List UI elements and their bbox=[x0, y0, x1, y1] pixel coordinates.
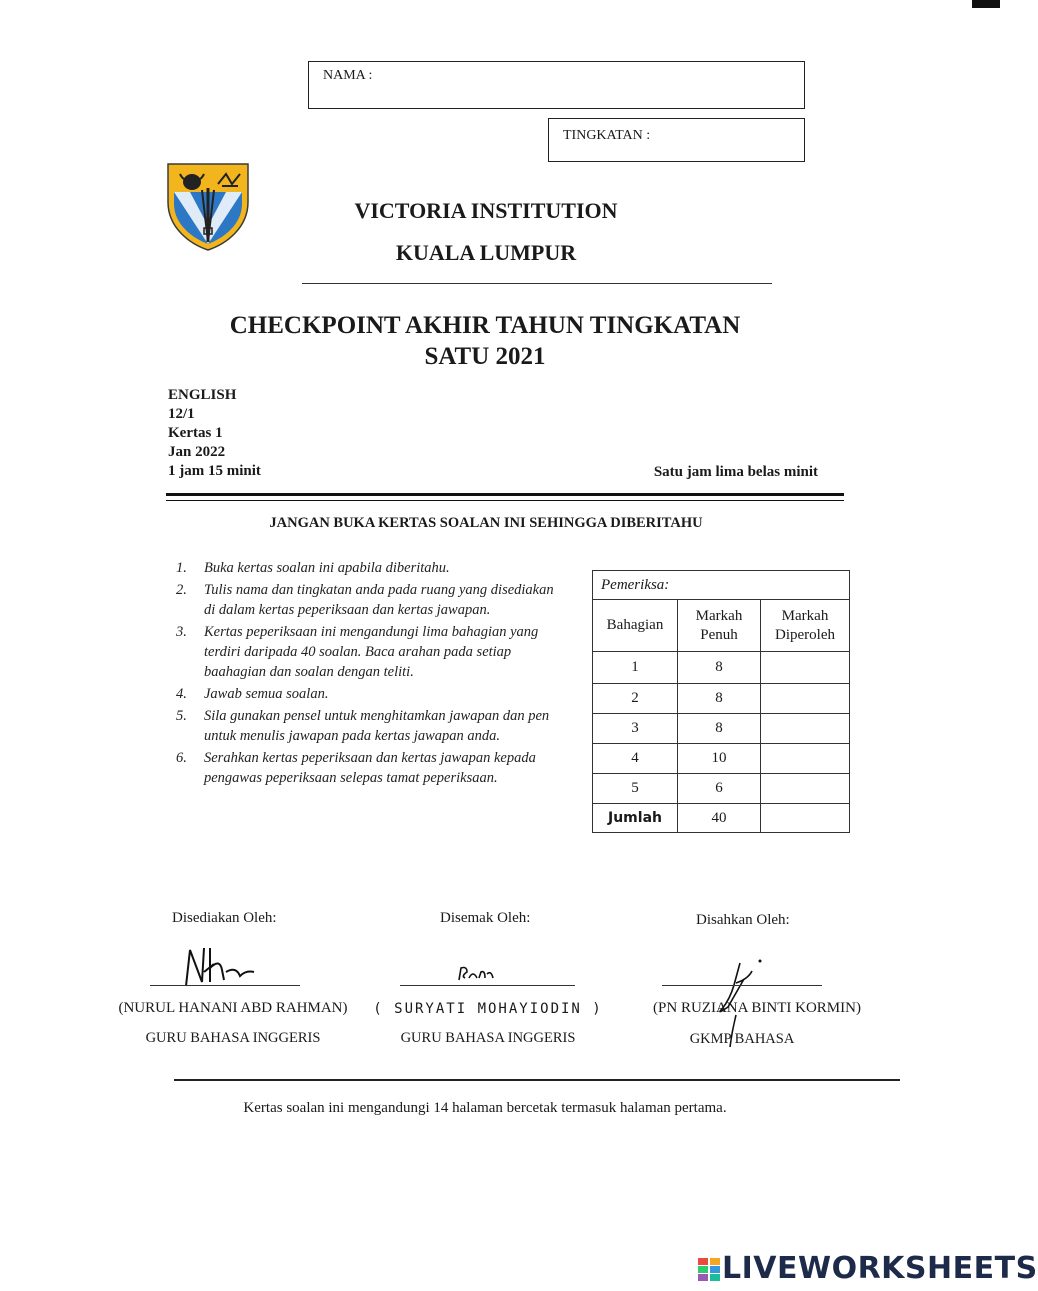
exam-duration-words: Satu jam lima belas minit bbox=[653, 464, 818, 480]
page-count-note: Kertas soalan ini mengandungi 14 halaman bercetak termasuk halaman pertama. bbox=[243, 1100, 727, 1116]
instruction-text: Jawab semua soalan. bbox=[204, 686, 329, 702]
liveworksheets-icon bbox=[698, 1258, 720, 1282]
exam-meta bbox=[168, 386, 368, 481]
marks-row bbox=[593, 744, 850, 774]
meta-divider-thin bbox=[166, 500, 844, 501]
instruction-item bbox=[176, 748, 556, 788]
instruction-text: Tulis nama dan tingkatan anda pada ruang yang disediakan di dalam kertas peperiksaan dan kertas jawapan. bbox=[204, 582, 554, 618]
sig-label-prepared: Disediakan Oleh: bbox=[172, 910, 277, 926]
markah-diperoleh-cell[interactable] bbox=[761, 652, 850, 684]
instruction-item bbox=[176, 580, 556, 620]
instruction-number: 2. bbox=[176, 582, 187, 598]
markah-diperoleh-cell[interactable] bbox=[761, 714, 850, 744]
instruction-number: 1. bbox=[176, 560, 187, 576]
sig-name-checked: ( SURYATI MOHAYIODIN ) bbox=[373, 1001, 603, 1017]
markah-penuh-cell: 8 bbox=[678, 652, 761, 684]
paper-number: Kertas 1 bbox=[168, 425, 223, 441]
instruction-number: 3. bbox=[176, 624, 187, 640]
signature-line-approved bbox=[662, 985, 822, 986]
name-label: NAMA : bbox=[323, 68, 373, 83]
marks-row bbox=[593, 774, 850, 804]
name-field[interactable] bbox=[308, 61, 805, 109]
school-name: VICTORIA INSTITUTION bbox=[354, 198, 618, 223]
exam-duration: 1 jam 15 minit bbox=[168, 463, 261, 479]
markah-penuh-cell: 8 bbox=[678, 714, 761, 744]
signature-prepared bbox=[180, 942, 260, 990]
marks-table-caption: Pemeriksa: bbox=[593, 571, 850, 600]
instruction-number: 5. bbox=[176, 708, 187, 724]
signature-checked bbox=[455, 962, 505, 984]
bahagian-cell: 4 bbox=[593, 744, 678, 774]
total-value: 40 bbox=[678, 804, 761, 833]
meta-divider bbox=[166, 493, 844, 496]
class-field[interactable] bbox=[548, 118, 805, 162]
signature-line-prepared bbox=[150, 985, 300, 986]
markah-penuh-cell: 6 bbox=[678, 774, 761, 804]
bahagian-cell: 1 bbox=[593, 652, 678, 684]
exam-title-year: SATU 2021 bbox=[424, 343, 546, 370]
subject: ENGLISH bbox=[168, 387, 237, 403]
marks-row bbox=[593, 652, 850, 684]
school-city: KUALA LUMPUR bbox=[395, 240, 577, 265]
bahagian-cell: 3 bbox=[593, 714, 678, 744]
school-crest-logo bbox=[166, 162, 250, 252]
sig-role-approved: GKMP BAHASA bbox=[689, 1031, 795, 1047]
total-obtained-cell[interactable] bbox=[761, 804, 850, 833]
exam-title: CHECKPOINT AKHIR TAHUN TINGKATAN bbox=[229, 312, 741, 339]
instruction-text: Kertas peperiksaan ini mengandungi lima bahagian yang terdiri daripada 40 soalan. Baca arahan pada setiap baahagian dan soalan dengan teliti. bbox=[204, 624, 539, 680]
markah-diperoleh-cell[interactable] bbox=[761, 684, 850, 714]
instructions bbox=[176, 558, 556, 790]
instruction-number: 4. bbox=[176, 686, 187, 702]
instruction-text: Sila gunakan pensel untuk menghitamkan jawapan dan pen untuk menulis jawapan pada kertas jawapan anda. bbox=[204, 708, 550, 744]
marks-row bbox=[593, 714, 850, 744]
markah-penuh-cell: 10 bbox=[678, 744, 761, 774]
sig-name-approved: (PN RUZIANA BINTI KORMIN) bbox=[653, 1000, 861, 1016]
liveworksheets-text: LIVEWORKSHEETS bbox=[722, 1251, 1038, 1286]
bahagian-cell: 2 bbox=[593, 684, 678, 714]
instruction-text: Buka kertas soalan ini apabila diberitahu. bbox=[204, 560, 450, 576]
warning-text: JANGAN BUKA KERTAS SOALAN INI SEHINGGA DIBERITAHU bbox=[269, 515, 703, 531]
markah-diperoleh-cell[interactable] bbox=[761, 744, 850, 774]
markah-penuh-cell: 8 bbox=[678, 684, 761, 714]
liveworksheets-logo[interactable] bbox=[698, 1251, 1038, 1287]
header-bahagian: Bahagian bbox=[593, 600, 678, 652]
marks-row bbox=[593, 684, 850, 714]
instruction-item bbox=[176, 622, 556, 682]
class-label: TINGKATAN : bbox=[563, 128, 651, 143]
instruction-item bbox=[176, 684, 556, 704]
marks-table bbox=[592, 570, 850, 833]
sig-label-checked: Disemak Oleh: bbox=[440, 910, 531, 926]
signature-line-checked bbox=[400, 985, 575, 986]
instruction-text: Serahkan kertas peperiksaan dan kertas jawapan kepada pengawas peperiksaan selepas tamat peperiksaan. bbox=[204, 750, 536, 786]
scan-edge-mark bbox=[972, 0, 1000, 8]
exam-date: Jan 2022 bbox=[168, 444, 226, 460]
total-label: Jumlah bbox=[593, 804, 678, 833]
instruction-item bbox=[176, 706, 556, 746]
instruction-number: 6. bbox=[176, 750, 187, 766]
header-divider bbox=[302, 283, 772, 284]
sig-label-approved: Disahkan Oleh: bbox=[696, 912, 790, 928]
instruction-item bbox=[176, 558, 556, 578]
footer-divider bbox=[174, 1079, 900, 1081]
sig-role-prepared: GURU BAHASA INGGERIS bbox=[145, 1030, 321, 1046]
bahagian-cell: 5 bbox=[593, 774, 678, 804]
subject-code: 12/1 bbox=[168, 406, 195, 422]
header-markah-penuh: Markah Penuh bbox=[678, 600, 761, 652]
markah-diperoleh-cell[interactable] bbox=[761, 774, 850, 804]
sig-role-checked: GURU BAHASA INGGERIS bbox=[400, 1030, 576, 1046]
sig-name-prepared: (NURUL HANANI ABD RAHMAN) bbox=[118, 1000, 348, 1016]
header-markah-diperoleh: Markah Diperoleh bbox=[761, 600, 850, 652]
